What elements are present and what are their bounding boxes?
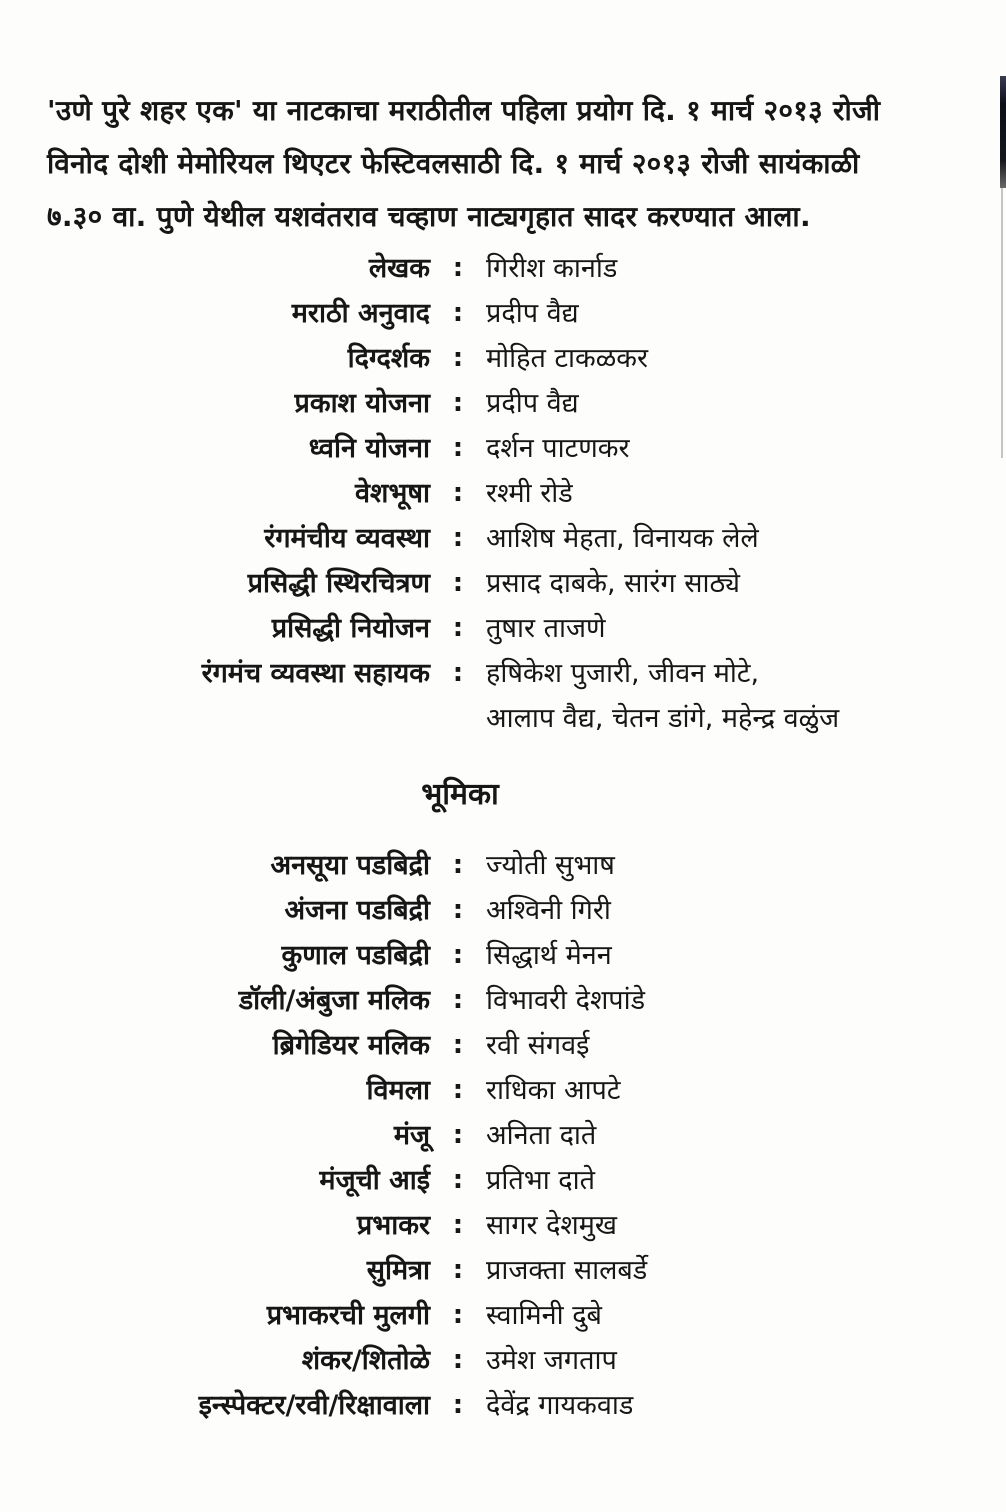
row-label: प्रसिद्धी स्थिरचित्रण [247,568,430,599]
intro-line: 'उणे पुरे शहर एक' या नाटकाचा मराठीतील पहिला प्रयोग दि. १ मार्च २०१३ रोजी [47,94,881,127]
intro-line: ७.३० वा. पुणे येथील यशवंतराव चव्हाण नाट्यगृहात सादर करण्यात आला. [47,200,811,233]
list-item [0,1338,1006,1383]
row-value [486,1068,1006,1113]
row-label: रंगमंच व्यवस्था सहायक [201,658,430,689]
list-item [0,1023,1006,1068]
row-colon: : [452,613,464,643]
row-colon: : [452,568,464,598]
list-item [0,978,1006,1023]
row-value-line: अनिता दाते [486,1120,597,1151]
row-label: मंजू [393,1120,430,1151]
row-label: विमला [366,1075,430,1106]
row-colon: : [452,433,464,463]
list-item [0,291,1006,336]
row-value-line: तुषार ताजणे [486,613,606,644]
row-colon: : [452,298,464,328]
row-colon: : [452,343,464,373]
row-value [486,651,1006,741]
row-value-line: आशिष मेहता, विनायक लेले [486,523,759,554]
row-value [486,1023,1006,1068]
scan-edge-artifact-light [1001,188,1003,458]
row-value [486,1338,1006,1383]
list-item [0,246,1006,291]
row-value [486,291,1006,336]
row-value-line: रवी संगवई [486,1030,590,1061]
row-colon: : [452,1165,464,1195]
row-colon: : [452,1210,464,1240]
row-label: प्रभाकरची मुलगी [266,1300,430,1331]
row-colon: : [452,1345,464,1375]
row-value [486,246,1006,291]
row-value [486,1248,1006,1293]
list-item [0,1293,1006,1338]
cast-section-heading: भूमिका [421,777,499,812]
list-item [0,933,1006,978]
intro-line: विनोद दोशी मेमोरियल थिएटर फेस्टिवलसाठी दि. १ मार्च २०१३ रोजी सायंकाळी [47,147,860,180]
list-item [0,426,1006,471]
row-value-line: उमेश जगताप [486,1345,617,1376]
list-item [0,1113,1006,1158]
list-item [0,1248,1006,1293]
row-value-line: दर्शन पाटणकर [486,433,630,464]
row-label: वेशभूषा [355,478,430,509]
row-label: सुमित्रा [366,1255,430,1286]
row-label: डॉली/अंबुजा मलिक [238,985,430,1016]
row-value-line: विभावरी देशपांडे [486,985,646,1016]
row-label: ध्वनि योजना [308,433,430,464]
row-value [486,471,1006,516]
row-label: दिग्दर्शक [347,343,430,374]
row-value [486,516,1006,561]
row-label: प्रकाश योजना [294,388,430,419]
row-value [486,381,1006,426]
row-colon: : [452,253,464,283]
list-item [0,381,1006,426]
row-label: शंकर/शितोळे [301,1345,430,1376]
row-value-line: प्रदीप वैद्य [486,388,579,419]
row-label: ब्रिगेडियर मलिक [272,1030,430,1061]
scan-edge-artifact-dark [1000,76,1006,188]
row-value-line: प्रदीप वैद्य [486,298,579,329]
row-label: कुणाल पडबिद्री [281,940,430,971]
list-item [0,1383,1006,1428]
row-label: मंजूची आई [319,1165,430,1196]
row-colon: : [452,1255,464,1285]
row-value [486,888,1006,933]
list-item [0,888,1006,933]
row-value-line: रश्मी रोडे [486,478,573,509]
row-value [486,1383,1006,1428]
list-item [0,471,1006,516]
row-value [486,426,1006,471]
row-value [486,1203,1006,1248]
row-colon: : [452,850,464,880]
row-label: प्रभाकर [356,1210,430,1241]
row-colon: : [452,1030,464,1060]
credits-list [0,246,1006,741]
row-value-line: अश्विनी गिरी [486,895,611,926]
row-colon: : [452,658,464,688]
row-value-line: देवेंद्र गायकवाड [486,1390,634,1421]
row-value [486,1158,1006,1203]
row-value-line: प्राजक्ता सालबर्डे [486,1255,648,1286]
row-value [486,336,1006,381]
row-colon: : [452,1075,464,1105]
row-value-line: प्रसाद दाबके, सारंग साठ्ये [486,568,740,599]
list-item [0,1158,1006,1203]
row-value [486,843,1006,888]
row-colon: : [452,1390,464,1420]
list-item [0,651,1006,741]
list-item [0,843,1006,888]
intro-paragraph [47,84,954,243]
row-value-line: स्वामिनी दुबे [486,1300,602,1331]
row-value [486,978,1006,1023]
row-value-line: सागर देशमुख [486,1210,618,1241]
row-colon: : [452,478,464,508]
row-label: मराठी अनुवाद [291,298,430,329]
row-colon: : [452,985,464,1015]
row-value [486,606,1006,651]
list-item [0,516,1006,561]
list-item [0,606,1006,651]
row-label: इन्स्पेक्टर/रवी/रिक्षावाला [198,1390,430,1421]
row-value [486,1293,1006,1338]
list-item [0,561,1006,606]
row-value [486,561,1006,606]
row-value [486,1113,1006,1158]
row-value-line: गिरीश कार्नाड [486,253,618,284]
row-value-line: मोहित टाकळकर [486,343,649,374]
row-value-line: हषिकेश पुजारी, जीवन मोटे, [486,658,760,689]
row-colon: : [452,523,464,553]
list-item [0,336,1006,381]
row-value [486,933,1006,978]
row-label: लेखक [368,253,430,284]
row-value-line: प्रतिभा दाते [486,1165,596,1196]
row-colon: : [452,1120,464,1150]
row-value-line: राधिका आपटे [486,1075,621,1106]
row-colon: : [452,895,464,925]
row-value-line: सिद्धार्थ मेनन [486,940,612,971]
row-label: अंजना पडबिद्री [284,895,430,926]
list-item [0,1068,1006,1113]
list-item [0,1203,1006,1248]
row-colon: : [452,940,464,970]
cast-list [0,843,1006,1428]
row-colon: : [452,1300,464,1330]
row-value-line: ज्योती सुभाष [486,850,615,881]
row-label: प्रसिद्धी नियोजन [271,613,430,644]
row-value-line: आलाप वैद्य, चेतन डांगे, महेन्द्र वळुंज [486,703,840,734]
row-label: अनसूया पडबिद्री [270,850,430,881]
row-colon: : [452,388,464,418]
row-label: रंगमंचीय व्यवस्था [264,523,430,554]
